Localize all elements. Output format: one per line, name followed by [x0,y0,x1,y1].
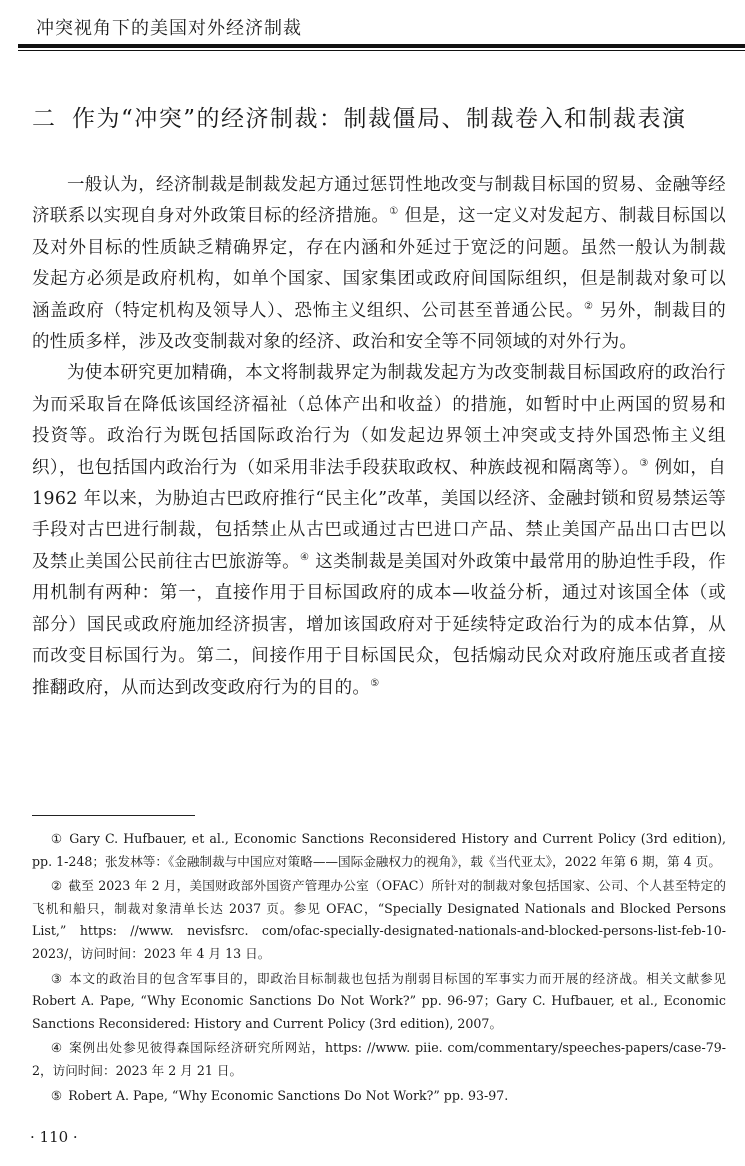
header-rule-thin [18,50,745,51]
running-head: 冲突视角下的美国对外经济制裁 [36,18,302,39]
header-rule-thick [18,44,745,48]
paragraph-2 [32,358,726,703]
footnote-text: 截至 2023 年 2 月，美国财政部外国资产管理办公室（OFAC）所针对的制裁对象包括国家、公司、个人甚至特定的飞机和船只，制裁对象清单长达 2037 页。参见 OFAC，“Specially Designated Nationals and Blocked Persons List,” https: //www. nevisfsrc. com/ofac-specially-designated-nationals-and-blocked-persons-list-feb-10-2023/，访问时间：2023 年 4 月 13 日。 [32,878,726,961]
footnote-1 [32,828,726,873]
footnote-text: Robert A. Pape, “Why Economic Sanctions Do Not Work?” pp. 93-97. [68,1087,509,1103]
footnote-4 [32,1037,726,1082]
page-number: · 110 · [30,1128,78,1146]
section-heading [32,100,687,133]
footnote-ref-3[interactable]: ③ [639,457,649,469]
paragraph-text: 另外，制裁目的的性质多样，涉及改变制裁对象的经济、政治和安全等不同领域的对外行为。 [32,300,726,353]
paragraph-text: 但是，这一定义对发起方、制裁目标国以及对外目标的性质缺乏精确界定，存在内涵和外延过于宽泛的问题。虽然一般认为制裁发起方必须是政府机构，如单个国家、国家集团或政府间国际组织，但是制裁对象可以涵盖政府（特定机构及领导人）、恐怖主义组织、公司甚至普通公民。 [32,206,726,321]
section-number: 二 [32,106,57,132]
body-text [32,170,726,704]
footnote-text: 案例出处参见彼得森国际经济研究所网站，https: //www. piie. com/commentary/speeches-papers/case-79-2，访问时间：2023 年 2 月 21 日。 [32,1040,726,1078]
footnote-5 [32,1085,726,1108]
footnote-ref-2[interactable]: ② [583,300,594,312]
footnote-mark: ④ [50,1040,64,1056]
footnote-text: Gary C. Hufbauer, et al., Economic Sanctions Reconsidered History and Current Policy (3rd edition), pp. 1-248；张发林等：《金融制裁与中国应对策略——国际金融权力的视角》，载《当代亚太》，2022 年第 6 期，第 4 页。 [32,831,726,869]
footnote-2 [32,875,726,965]
section-title: 作为“冲突”的经济制裁：制裁僵局、制裁卷入和制裁表演 [72,106,687,132]
paragraph-1 [32,170,726,358]
footnote-mark: ② [50,878,63,894]
paragraph-text: 这类制裁是美国对外政策中最常用的胁迫性手段，作用机制有两种：第一，直接作用于目标国政府的成本—收益分析，通过对该国全体（或部分）国民或政府施加经济损害，增加该国政府对于延续特定政治行为的成本估算，从而改变目标国行为。第二，间接作用于目标国民众，包括煽动民众对政府施压或者直接推翻政府，从而达到改变政府行为的目的。 [32,551,726,698]
footnote-mark: ③ [50,970,64,986]
footnotes [32,828,726,1109]
footnote-3 [32,968,726,1036]
footnote-mark: ① [50,831,64,846]
footnote-mark: ⑤ [50,1087,63,1103]
paragraph-text: 例如，自 1962 年以来，为胁迫古巴政府推行“民主化”改革，美国以经济、金融封锁和贸易禁运等手段对古巴进行制裁，包括禁止从古巴或通过古巴进口产品、禁止美国产品出口古巴以及禁止美国公民前往古巴旅游等。 [32,457,727,572]
footnote-ref-5[interactable]: ⑤ [370,677,380,689]
paragraph-text: 一般认为，经济制裁是制裁发起方通过惩罚性地改变与制裁目标国的贸易、金融等经济联系以实现自身对外政策目标的经济措施。 [32,175,726,227]
footnote-separator [32,815,195,816]
paragraph-text: 为使本研究更加精确，本文将制裁界定为制裁发起方为改变制裁目标国政府的政治行为而采取旨在降低该国经济福祉（总体产出和收益）的措施，如暂时中止两国的贸易和投资等。政治行为既包括国际政治行为（如发起边界领土冲突或支持外国恐怖主义组织），也包括国内政治行为（如采用非法手段获取政权、种族歧视和隔离等）。 [32,363,726,478]
footnote-ref-4[interactable]: ④ [299,551,310,563]
footnote-ref-1[interactable]: ① [389,206,399,218]
footnote-text: 本文的政治目的包含军事目的，即政治目标制裁也包括为削弱目标国的军事实力而开展的经济战。相关文献参见 Robert A. Pape, “Why Economic Sanctions Do Not Work?” pp. 96-97；Gary C. Hufbauer, et al., Economic Sanctions Reconsidered: History and Current Policy (3rd edition), 2007。 [32,970,726,1031]
